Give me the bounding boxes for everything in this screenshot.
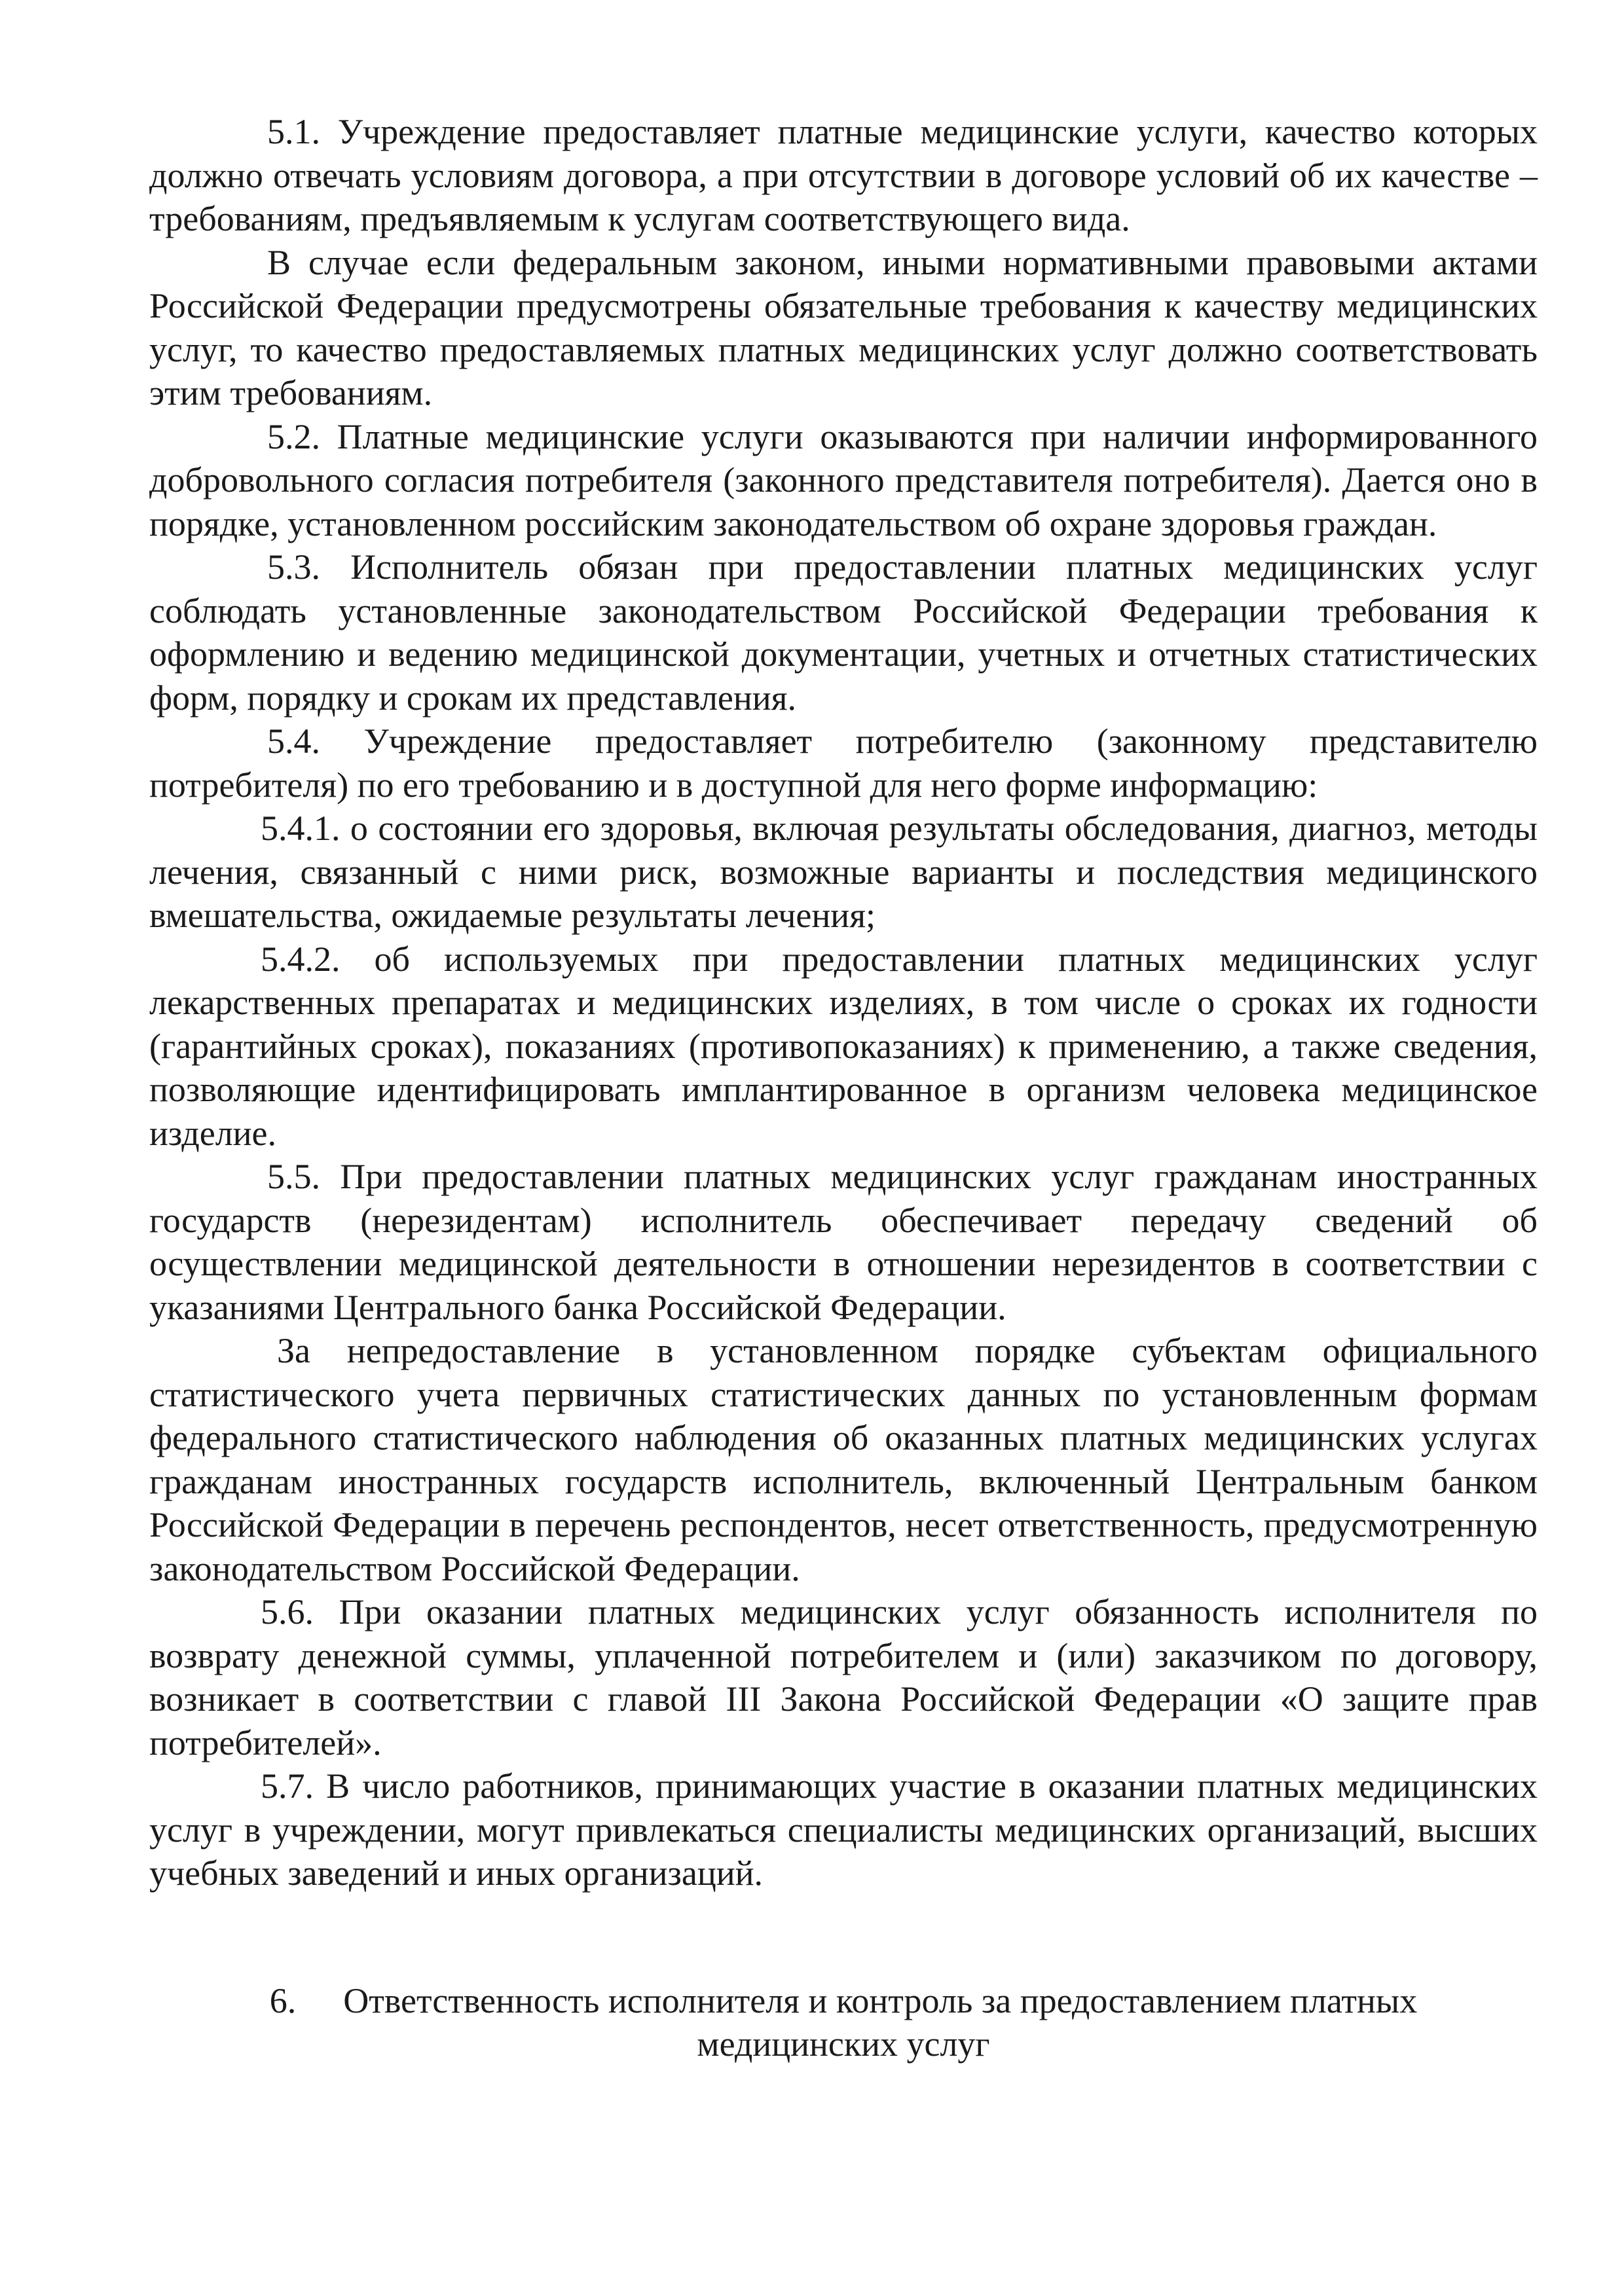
paragraph-5-4-1: 5.4.1. о состоянии его здоровья, включая результаты обследования, диагноз, методы лечения, связанный с ними риск, возможные варианты и последствия медицинского вмешательства, ожидаемые результаты лечения; [149,809,1538,935]
section-title-line-2: медицинских услуг [697,2024,990,2064]
section-title-line-1: Ответственность исполнителя и контроль за предоставлением платных [343,1980,1418,2020]
section-number: 6. [269,1980,297,2020]
paragraph-5-1-quality-requirements: В случае если федеральным законом, иными нормативными правовыми актами Российской Федерации предусмотрены обязательные требования к качеству медицинских услуг, то качество предоставляемых платных медицинских услуг должно соответствовать этим требованиям. [149,242,1538,412]
paragraph-5-5-liability: За непредоставление в установленном порядке субъектам официального статистического учета первичных статистических данных по установленным формам федерального статистического наблюдения об оказанных платных медицинских услугах гражданам иностранных государств исполнитель, включенный Центральным банком Российской Федерации в перечень респондентов, несет ответственность, предусмотренную законодательством Российской Федерации. [149,1331,1538,1588]
paragraph-5-2: 5.2. Платные медицинские услуги оказываются при наличии информированного добровольного согласия потребителя (законного представителя потребителя). Дается оно в порядке, установленном российским законодательством об охране здоровья граждан. [149,416,1538,543]
section-6-heading [149,1979,1538,2066]
paragraph-5-7: 5.7. В число работников, принимающих участие в оказании платных медицинских услуг в учреждении, могут привлекаться специалисты медицинских организаций, высших учебных заведений и иных организаций. [149,1766,1538,1893]
paragraph-5-1: 5.1. Учреждение предоставляет платные медицинские услуги, качество которых должно отвечать условиям договора, а при отсутствии в договоре условий об их качестве – требованиям, предъявляемым к услугам соответствующего вида. [149,112,1538,238]
document-page [149,110,1538,2066]
paragraph-5-4-2: 5.4.2. об используемых при предоставлении платных медицинских услуг лекарственных препаратах и медицинских изделиях, в том числе о сроках их годности (гарантийных сроках), показаниях (противопоказаниях) к применению, а также сведения, позволяющие идентифицировать имплантированное в организм человека медицинское изделие. [149,939,1538,1153]
paragraph-5-3: 5.3. Исполнитель обязан при предоставлении платных медицинских услуг соблюдать установленные законодательством Российской Федерации требования к оформлению и ведению медицинской документации, учетных и отчетных статистических форм, порядку и срокам их представления. [149,547,1538,718]
paragraph-5-6: 5.6. При оказании платных медицинских услуг обязанность исполнителя по возврату денежной суммы, уплаченной потребителем и (или) заказчиком по договору, возникает в соответствии с главой III Закона Российской Федерации «О защите прав потребителей». [149,1592,1538,1762]
paragraph-5-4: 5.4. Учреждение предоставляет потребителю (законному представителю потребителя) по его требованию и в доступной для него форме информацию: [149,721,1538,805]
paragraph-5-5: 5.5. При предоставлении платных медицинских услуг гражданам иностранных государств (нерезидентам) исполнитель обеспечивает передачу сведений об осуществлении медицинской деятельности в отношении нерезидентов в соответствии с указаниями Центрального банка Российской Федерации. [149,1157,1538,1327]
